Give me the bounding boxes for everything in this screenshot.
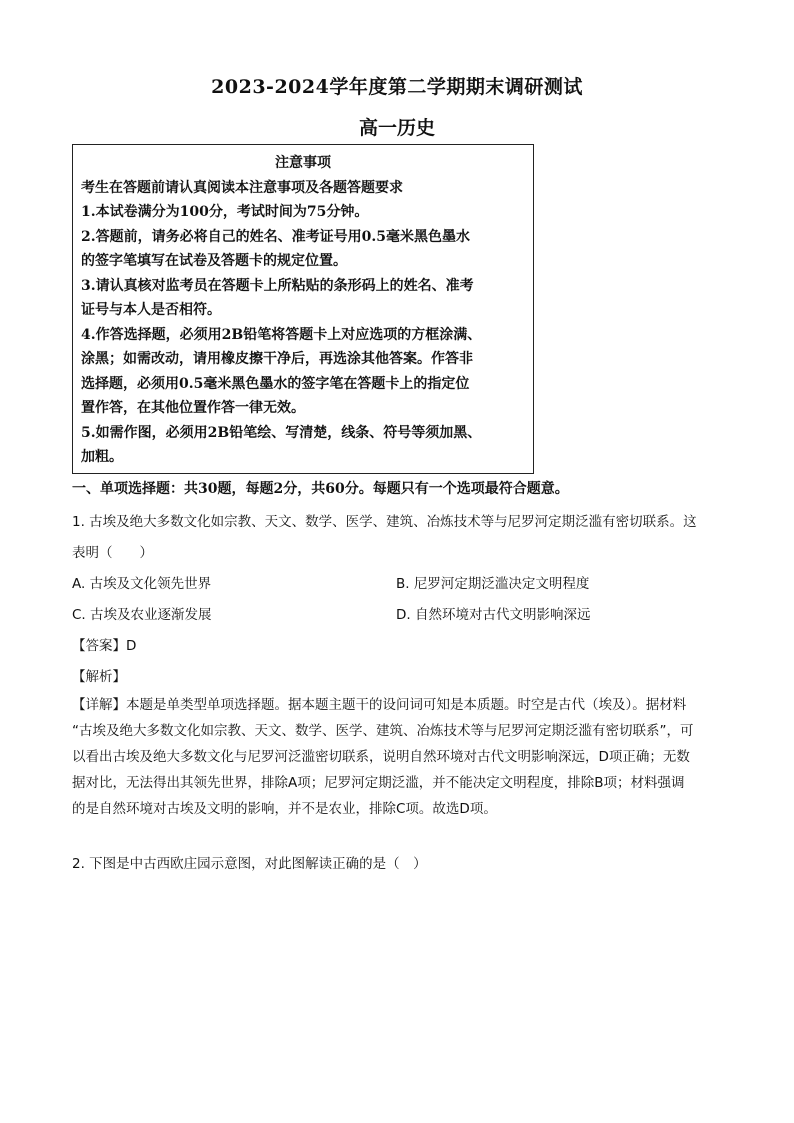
detail-paragraph bbox=[72, 692, 724, 822]
notice-line: 1.本试卷满分为100分，考试时间为75分钟。 bbox=[81, 204, 369, 220]
notice-line: 证号与本人是否相符。 bbox=[81, 302, 221, 318]
detail-line: 【详解】本题是单类型单项选择题。据本题主题干的设问词可知是本质题。时空是古代（埃及）。据材料 bbox=[72, 697, 687, 713]
notice-line: 5.如需作图，必须用2B铅笔绘、写清楚，线条、符号等须加黑、 bbox=[81, 424, 482, 441]
option-c: C. 古埃及农业逐渐发展 bbox=[72, 607, 212, 623]
detail-line: 以看出古埃及绝大多数文化与尼罗河泛滥密切联系，说明自然环境对古代文明影响深远，D项正确；无数 bbox=[72, 749, 690, 765]
page-subtitle: 高一历史 bbox=[358, 117, 435, 139]
page-title: 2023-2024学年度第二学期期末调研测试 bbox=[211, 76, 583, 98]
notice-heading: 注意事项 bbox=[275, 155, 331, 171]
option-d: D. 自然环境对古代文明影响深远 bbox=[396, 607, 591, 623]
notice-line: 选择题，必须用0.5毫米黑色墨水的签字笔在答题卡上的指定位 bbox=[81, 375, 470, 392]
question-1-stem-line1: 1. 古埃及绝大多数文化如宗教、天文、数学、医学、建筑、冶炼技术等与尼罗河定期泛滥有密切联系。这 bbox=[72, 514, 697, 530]
notice-line: 考生在答题前请认真阅读本注意事项及各题答题要求 bbox=[81, 179, 403, 196]
question-2-stem: 2. 下图是中古西欧庄园示意图，对此图解读正确的是（ ） bbox=[72, 856, 427, 872]
notice-line: 3.请认真核对监考员在答题卡上所粘贴的条形码上的姓名、准考 bbox=[81, 277, 474, 294]
detail-line: “古埃及绝大多数文化如宗教、天文、数学、医学、建筑、冶炼技术等与尼罗河定期泛滥有密切联系”，可 bbox=[72, 723, 694, 739]
notice-line: 加粗。 bbox=[81, 449, 123, 465]
notice-line: 涂黑；如需改动，请用橡皮擦干净后，再选涂其他答案。作答非 bbox=[81, 351, 473, 367]
detail-line: 的是自然环境对古埃及文明的影响，并不是农业，排除C项。故选D项。 bbox=[72, 801, 497, 817]
notice-line: 2.答题前，请务必将自己的姓名、准考证号用0.5毫米黑色墨水 bbox=[81, 228, 470, 245]
notice-line: 的签字笔填写在试卷及答题卡的规定位置。 bbox=[81, 253, 347, 269]
analysis-label: 【解析】 bbox=[72, 669, 126, 685]
option-a: A. 古埃及文化领先世界 bbox=[72, 576, 212, 592]
notice-line: 置作答，在其他位置作答一律无效。 bbox=[81, 400, 305, 416]
question-1-stem-line2: 表明（ ） bbox=[72, 545, 153, 561]
section-heading: 一、单项选择题：共30题，每题2分，共60分。每题只有一个选项最符合题意。 bbox=[72, 481, 569, 497]
notice-box bbox=[72, 144, 534, 474]
notice-line: 4.作答选择题，必须用2B铅笔将答题卡上对应选项的方框涂满、 bbox=[81, 326, 482, 343]
option-b: B. 尼罗河定期泛滥决定文明程度 bbox=[396, 576, 590, 592]
detail-line: 据对比，无法得出其领先世界，排除A项；尼罗河定期泛滥，并不能决定文明程度，排除B项；材料强调 bbox=[72, 775, 685, 791]
answer-label: 【答案】D bbox=[72, 638, 137, 654]
